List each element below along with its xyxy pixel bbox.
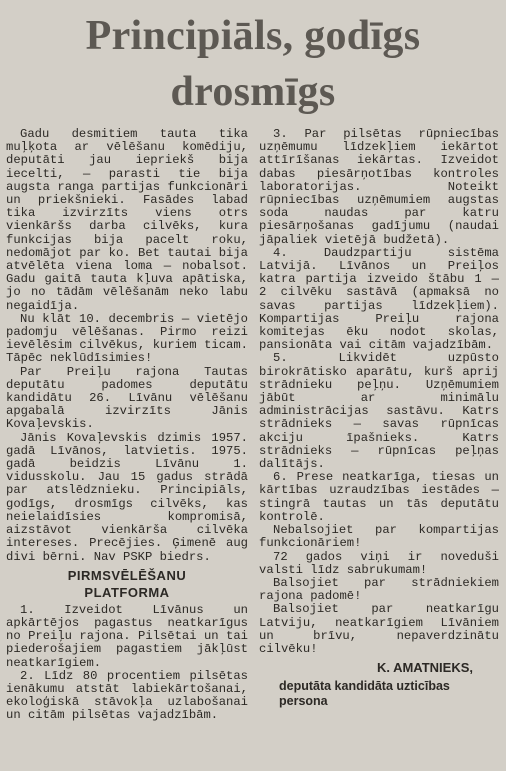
appeal-4: Balsojiet par neatkarīgu Latviju, neatkarīgiem Līvāniem un brīvu, nepaverdzinātu cilvēku!	[259, 602, 499, 656]
candidate-bio-paragraph: Jānis Kovaļevskis dzimis 1957. gadā Līvānos, latvietis. 1975. gadā beidzis Līvānu 1. vidusskolu. Jau 15 gadus strādā par atslēdznieku. Principiāls, godīgs, drosmīgs cilvēks, kas neielaidīsies kompromisā, aizstāvot vienkārša cilvēka intereses. Precējies. Ģimenē aug divi bērni. Nav PSKP biedrs.	[6, 430, 248, 564]
intro-paragraph: Gadu desmitiem tauta tika muļķota ar vēlēšanu komēdiju, deputāti jau iepriekš bija iecelti, — parasti tie bija augsta ranga partijas funkcionāri un priekšnieki. Fasādes labad tika izvirzīts viens otrs vienkāršs darba cilvēks, kura funkcijas bija pacelt roku, nedomājot par ko. Bet tautai bija atvēlēta viena loma — nobalsot. Gadu gaitā tauta kļuva apātiska, jo no tādām vēlēšanām neko labu negaidīja.	[6, 127, 248, 313]
headline-line-2: drosmīgs	[170, 69, 336, 115]
appeal-2: 72 gados viņi ir noveduši valsti līdz sabrukumam!	[259, 549, 499, 577]
article-headline	[0, 8, 506, 120]
left-column	[6, 128, 248, 723]
platform-point-4: 4. Daudzpartiju sistēma Latvijā. Līvānos un Preiļos katra partija izveido štābu 1 — 2 cilvēku sastāvā (apmaksā no savas partijas līdzekļiem). Kompartijas Preiļu rajona komitejas ēku nodot skolas, pansionāta vai citām vajadzībām.	[259, 245, 499, 353]
candidate-nomination-paragraph: Par Preiļu rajona Tautas deputātu padomes deputātu kandidātu 26. Līvānu vēlēšanu apgabalā izvirzīts Jānis Kovaļevskis.	[6, 364, 248, 432]
platform-heading-line-1: PIRMSVĒLĒŠANU	[67, 567, 187, 583]
platform-heading-line-2: PLATFORMA	[84, 584, 170, 600]
headline-line-1: Principiāls, godīgs	[85, 13, 421, 59]
platform-point-5: 5. Likvidēt uzpūsto birokrātisko aparātu, kurš aprij strādnieku peļņu. Uzņēmumiem jābūt ar minimālu administrācijas sastāvu. Katrs strādnieks — savas rūpnīcas akciju īpašnieks. Katrs strādnieks — rūpnīcas peļņas dalītājs.	[259, 351, 499, 472]
election-date-paragraph: Nu klāt 10. decembris — vietējo padomju vēlēšanas. Pirmo reizi ievēlēsim cilvēkus, kuriem ticam. Tāpēc neklūdīsimies!	[6, 311, 248, 366]
author-signature: K. AMATNIEKS,	[376, 660, 473, 676]
right-column	[259, 128, 499, 709]
platform-point-6: 6. Prese neatkarīga, tiesas un kārtības uzraudzības iestādes — stingrā tautas un tās deputātu kontrolē.	[259, 470, 499, 524]
platform-point-2: 2. Līdz 80 procentiem pilsētas ienākumu atstāt labiekārtošanai, ekoloģiskā stāvokļa uzlabošanai un citām pilsētas vajadzībām.	[6, 668, 248, 723]
author-caption: deputāta kandidāta uzticības persona	[279, 679, 450, 709]
platform-point-1: 1. Izveidot Līvānus un apkārtējos pagastus neatkarīgus no Preiļu rajona. Pilsētai un tai piederošajiem pagastiem jākļūst neatkarīgiem.	[6, 602, 248, 670]
platform-point-3: 3. Par pilsētas rūpniecības uzņēmumu līdzekļiem iekārtot attīrīšanas iekārtas. Izveidot dabas piesārņotības kontroles laboratorijas. Noteikt rūpniecības uzņēmumiem augstas soda naudas par katru piesārņošanas gadījumu (naudai jāpaliek vietējā budžetā).	[259, 127, 499, 247]
appeal-3: Balsojiet par strādniekiem rajona padomē!	[259, 575, 499, 604]
appeal-1: Nebalsojiet par kompartijas funkcionāriem!	[259, 523, 499, 551]
